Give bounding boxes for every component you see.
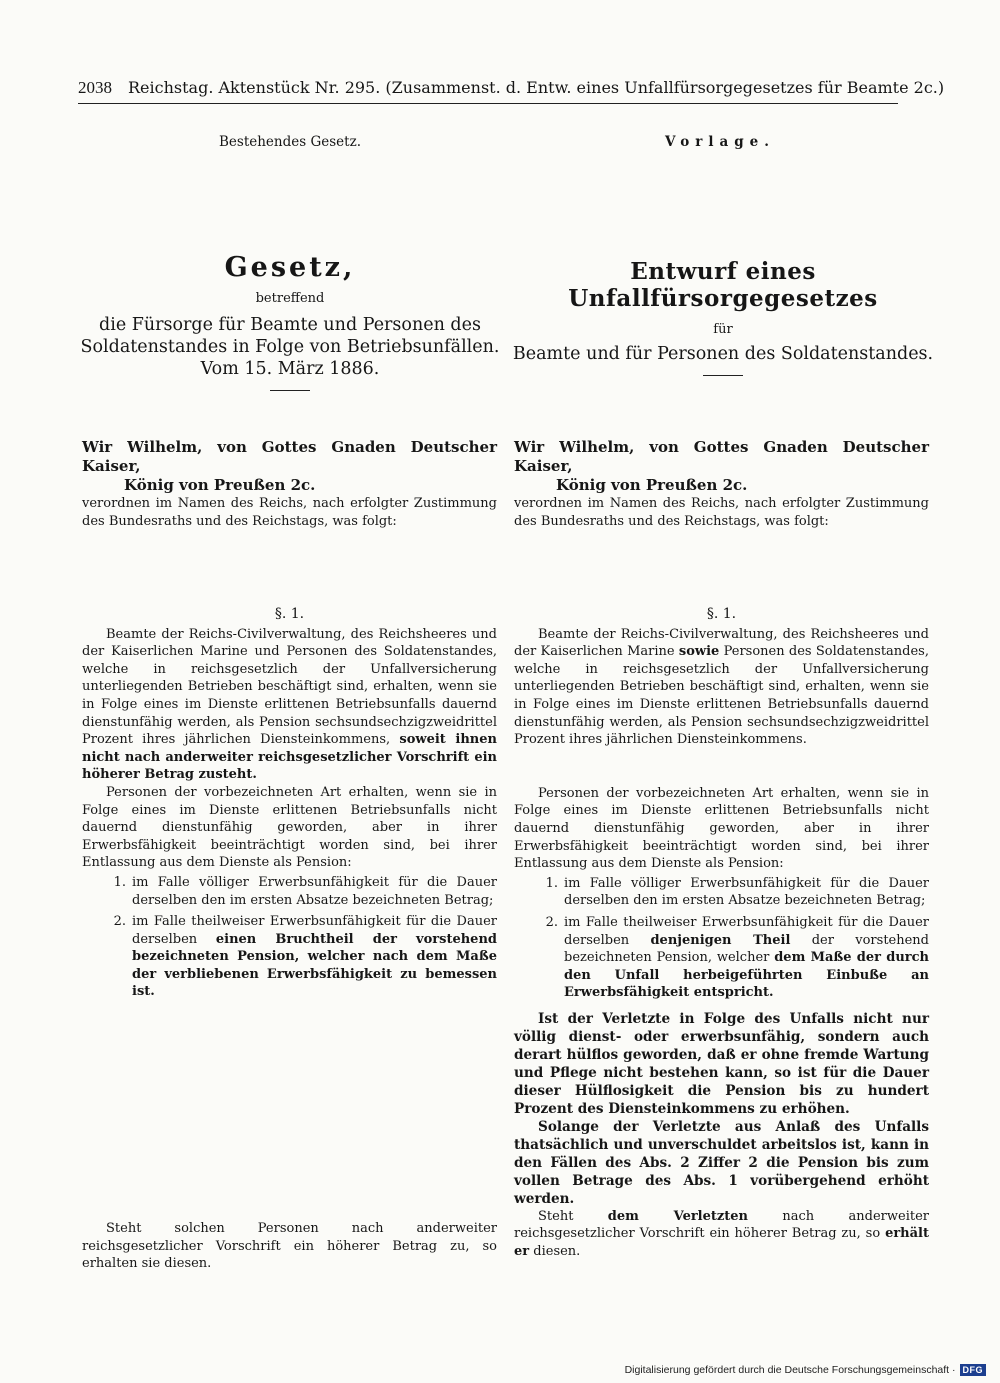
- right-preamble-line2: König von Preußen 2c.: [556, 476, 748, 494]
- right-preamble-text: verordnen im Namen des Reichs, nach erfolgter Zustimmung des Bundesraths und des Reichstags, was folgt:: [514, 496, 929, 529]
- left-p1-emphasis: soweit ihnen nicht nach anderweiter reichsgesetzlicher Vorschrift ein höherer Betrag zusteht.: [82, 732, 497, 783]
- digitization-footer: [625, 1364, 986, 1376]
- right-p1-text-a: Beamte der Reichs-Civilverwaltung, des Reichsheeres und der Kaiserlichen Marine: [514, 626, 929, 660]
- right-item2-emphasis-1: denjenigen Theil: [650, 932, 791, 948]
- running-header: [78, 78, 945, 98]
- left-preamble-line2: König von Preußen 2c.: [124, 476, 316, 494]
- right-item2-body: [564, 914, 929, 1002]
- right-fuer: für: [713, 322, 733, 337]
- running-title: Reichstag. Aktenstück Nr. 295. (Zusammenst. d. Entw. eines Unfallfürsorgegesetzes für Beamte 2c.): [128, 78, 945, 97]
- right-p5-text-c: diesen.: [533, 1244, 581, 1260]
- left-item1-text: im Falle völliger Erwerbsunfähigkeit für die Dauer derselben den im ersten Absatze bezeichneten Betrag;: [132, 874, 497, 908]
- right-section-1: [514, 606, 929, 1261]
- right-list-item-2: [514, 914, 929, 1002]
- left-item1-number: 1.: [113, 874, 126, 890]
- left-title-rule: [270, 390, 310, 391]
- right-section-number: §. 1.: [706, 606, 737, 622]
- right-paragraph-4: Solange der Verletzte aus Anlaß des Unfalls thatsächlich und unverschuldet arbeitslos ist, kann in den Fällen des Abs. 2 Ziffer 2 die Pension bis zum vollen Betrage des Abs. 1 vorübergehend erhöht werden.: [514, 1118, 929, 1207]
- right-item2-text-a: im Falle theilweiser Erwerbsunfähigkeit für die Dauer derselben: [564, 914, 929, 948]
- right-title-rule: [703, 375, 743, 376]
- dfg-logo: DFG: [960, 1364, 987, 1376]
- footer-text: Digitalisierung gefördert durch die Deutsche Forschungsgemeinschaft ·: [624, 1364, 956, 1376]
- header-rule: [78, 103, 898, 104]
- left-list-item-2: [82, 913, 497, 1001]
- right-item1-text: im Falle völliger Erwerbsunfähigkeit für die Dauer derselben den im ersten Absatze bezeichneten Betrag;: [564, 875, 929, 909]
- left-item2-number: 2.: [113, 914, 126, 930]
- right-p1-text-b: Personen des Soldatenstandes, welche in reichsgesetzlich der Unfallversicherung unterliegenden Betrieben beschäftigt sind, erhalten, wenn sie in Folge eines im Dienste erlittenen Betriebsunfalls dauernd dienstunfähig werden, als Pension sechsundsechzigzweidrittel Prozent ihres jährlichen Diensteinkommens.: [514, 644, 929, 748]
- left-list-item-1: [82, 874, 497, 909]
- left-item2-emphasis: einen Bruchtheil der vorstehend bezeichneten Pension, welcher nach dem Maße der verbliebenen Erwerbsfähigkeit zu bemessen ist.: [132, 931, 497, 1000]
- right-title-block: [508, 258, 938, 376]
- right-column-heading: Vorlage.: [665, 134, 775, 150]
- right-preamble-line1: Wir Wilhelm, von Gottes Gnaden Deutscher Kaiser,: [514, 438, 929, 475]
- left-p1-text: Beamte der Reichs-Civilverwaltung, des Reichsheeres und der Kaiserlichen Marine und Personen des Soldatenstandes, welche in reichsgesetzlich der Unfallversicherung unterliegenden Betrieben beschäftigt sind, erhalten, wenn sie in Folge eines im Dienste erlittenen Betriebsunfalls dauernd dienstunfähig werden, als Pension sechsundsechzigzweidrittel Prozent ihres jährlichen Diensteinkommens,: [82, 626, 497, 748]
- right-item1-number: 1.: [545, 875, 558, 891]
- right-paragraph-3: Ist der Verletzte in Folge des Unfalls nicht nur völlig dienst- oder erwerbsunfähig, sondern auch derart hülflos geworden, daß er ohne fremde Wartung und Pflege nicht bestehen kann, so ist für die Dauer dieser Hülflosigkeit die Pension bis zu hundert Prozent des Diensteinkommens zu erhöhen.: [514, 1010, 929, 1117]
- right-paragraph-1: [514, 626, 929, 749]
- left-betreffend: betreffend: [255, 291, 325, 306]
- left-paragraph-3: Steht solchen Personen nach anderweiter reichsgesetzlicher Vorschrift ein höherer Betrag zu, so erhalten sie diesen.: [82, 1221, 497, 1272]
- left-subtitle: die Fürsorge für Beamte und Personen des Soldatenstandes in Folge von Betriebsunfällen.: [80, 315, 500, 357]
- page-number: 2038: [78, 78, 112, 97]
- left-preamble-text: verordnen im Namen des Reichs, nach erfolgter Zustimmung des Bundesraths und des Reichstags, was folgt:: [82, 496, 497, 529]
- right-draft-title: Entwurf eines Unfallfürsorgegesetzes: [568, 258, 878, 312]
- right-p5-text-a: Steht: [538, 1208, 574, 1224]
- right-p5-emphasis-2: erhält er: [514, 1226, 930, 1260]
- left-item2-text: im Falle theilweiser Erwerbsunfähigkeit für die Dauer derselben: [132, 914, 497, 947]
- left-paragraph-2: Personen der vorbezeichneten Art erhalten, wenn sie in Folge eines im Dienste erlittenen Betriebsunfalls nicht dauernd dienstunfähig geworden, aber in ihrer Erwerbsfähigkeit beeinträchtigt worden sind, bei ihrer Entlassung aus dem Dienste als Pension:: [82, 784, 497, 871]
- right-paragraph-5: [514, 1208, 929, 1261]
- right-p1-emphasis: sowie: [678, 644, 720, 660]
- left-section-number: §. 1.: [274, 606, 305, 622]
- left-date: Vom 15. März 1886.: [200, 359, 380, 379]
- right-item2-number: 2.: [545, 914, 558, 930]
- left-section-1: [82, 606, 497, 1001]
- right-p5-emphasis-1: dem Verletzten: [607, 1208, 749, 1224]
- right-paragraph-2: Personen der vorbezeichneten Art erhalten, wenn sie in Folge eines im Dienste erlittenen Betriebsunfalls nicht dauernd dienstunfähig geworden, aber in ihrer Erwerbsfähigkeit beeinträchtigt worden sind, bei ihrer Entlassung aus dem Dienste als Pension:: [514, 785, 929, 872]
- left-item2-body: [132, 913, 497, 1001]
- left-paragraph-3-block: [82, 1220, 497, 1273]
- left-law-title: Gesetz,: [224, 252, 356, 283]
- left-preamble: [82, 438, 497, 530]
- left-paragraph-1: [82, 626, 497, 784]
- left-preamble-line1: Wir Wilhelm, von Gottes Gnaden Deutscher Kaiser,: [82, 438, 497, 475]
- right-list-item-1: [514, 875, 929, 910]
- right-subtitle: Beamte und für Personen des Soldatenstandes.: [512, 344, 934, 364]
- right-item2-text-b: der vorstehend bezeichneten Pension, welcher: [564, 932, 929, 966]
- right-preamble: [514, 438, 929, 530]
- left-column-heading: Bestehendes Gesetz.: [218, 134, 361, 150]
- right-p5-text-b: nach anderweiter reichsgesetzlicher Vorschrift ein höherer Betrag zu, so: [514, 1208, 929, 1242]
- right-item2-emphasis-2: dem Maße der durch den Unfall herbeigeführten Einbuße an Erwerbsfähigkeit entspricht.: [564, 950, 929, 1001]
- left-title-block: [80, 252, 500, 391]
